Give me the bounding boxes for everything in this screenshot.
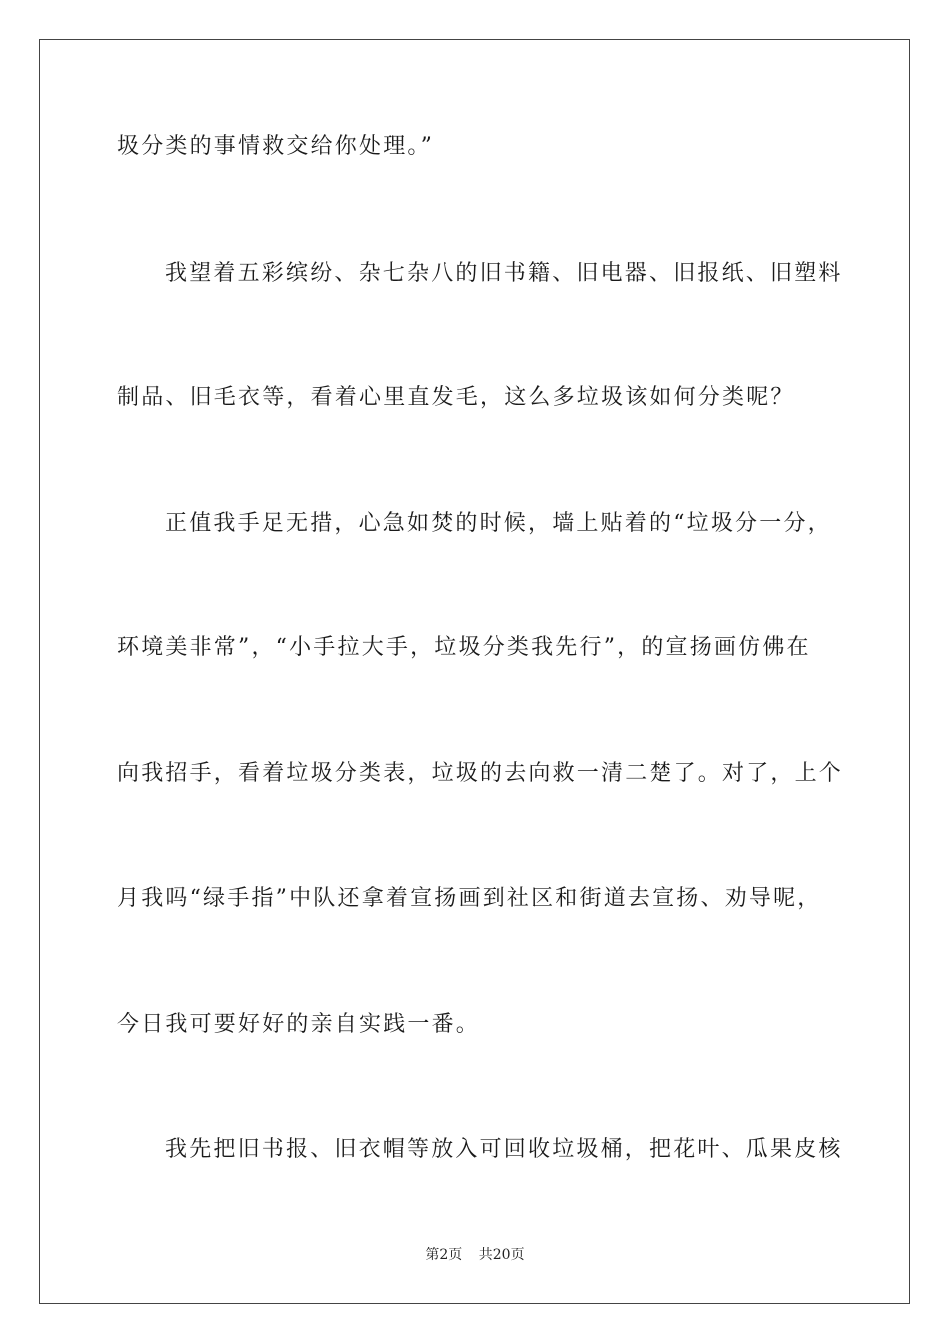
page-border: [39, 39, 910, 1304]
page-number: 第2页: [425, 1247, 463, 1263]
text-line: 向我招手，看着垃圾分类表，垃圾的去向救一清二楚了。对了，上个: [117, 761, 844, 786]
text-line: 月我吗“绿手指”中队还拿着宣扬画到社区和街道去宣扬、劝导呢，: [117, 886, 822, 911]
text-line: 今日我可要好好的亲自实践一番。: [117, 1012, 481, 1037]
text-line: 制品、旧毛衣等，看着心里直发毛，这么多垃圾该如何分类呢？: [117, 385, 795, 410]
paragraph-first-line: 正值我手足无措，心急如焚的时候，墙上贴着的“垃圾分一分，: [165, 511, 832, 536]
paragraph-first-line: 我先把旧书报、旧衣帽等放入可回收垃圾桶，把花叶、瓜果皮核: [165, 1137, 843, 1162]
paragraph-first-line: 我望着五彩缤纷、杂七杂八的旧书籍、旧电器、旧报纸、旧塑料: [165, 261, 843, 286]
text-line: 环境美非常”，“小手拉大手，垃圾分类我先行”，的宣扬画仿佛在: [117, 635, 811, 660]
page-footer: [0, 1245, 950, 1265]
text-line: 圾分类的事情救交给你处理。”: [117, 134, 435, 159]
page-total: 共20页: [478, 1247, 525, 1263]
